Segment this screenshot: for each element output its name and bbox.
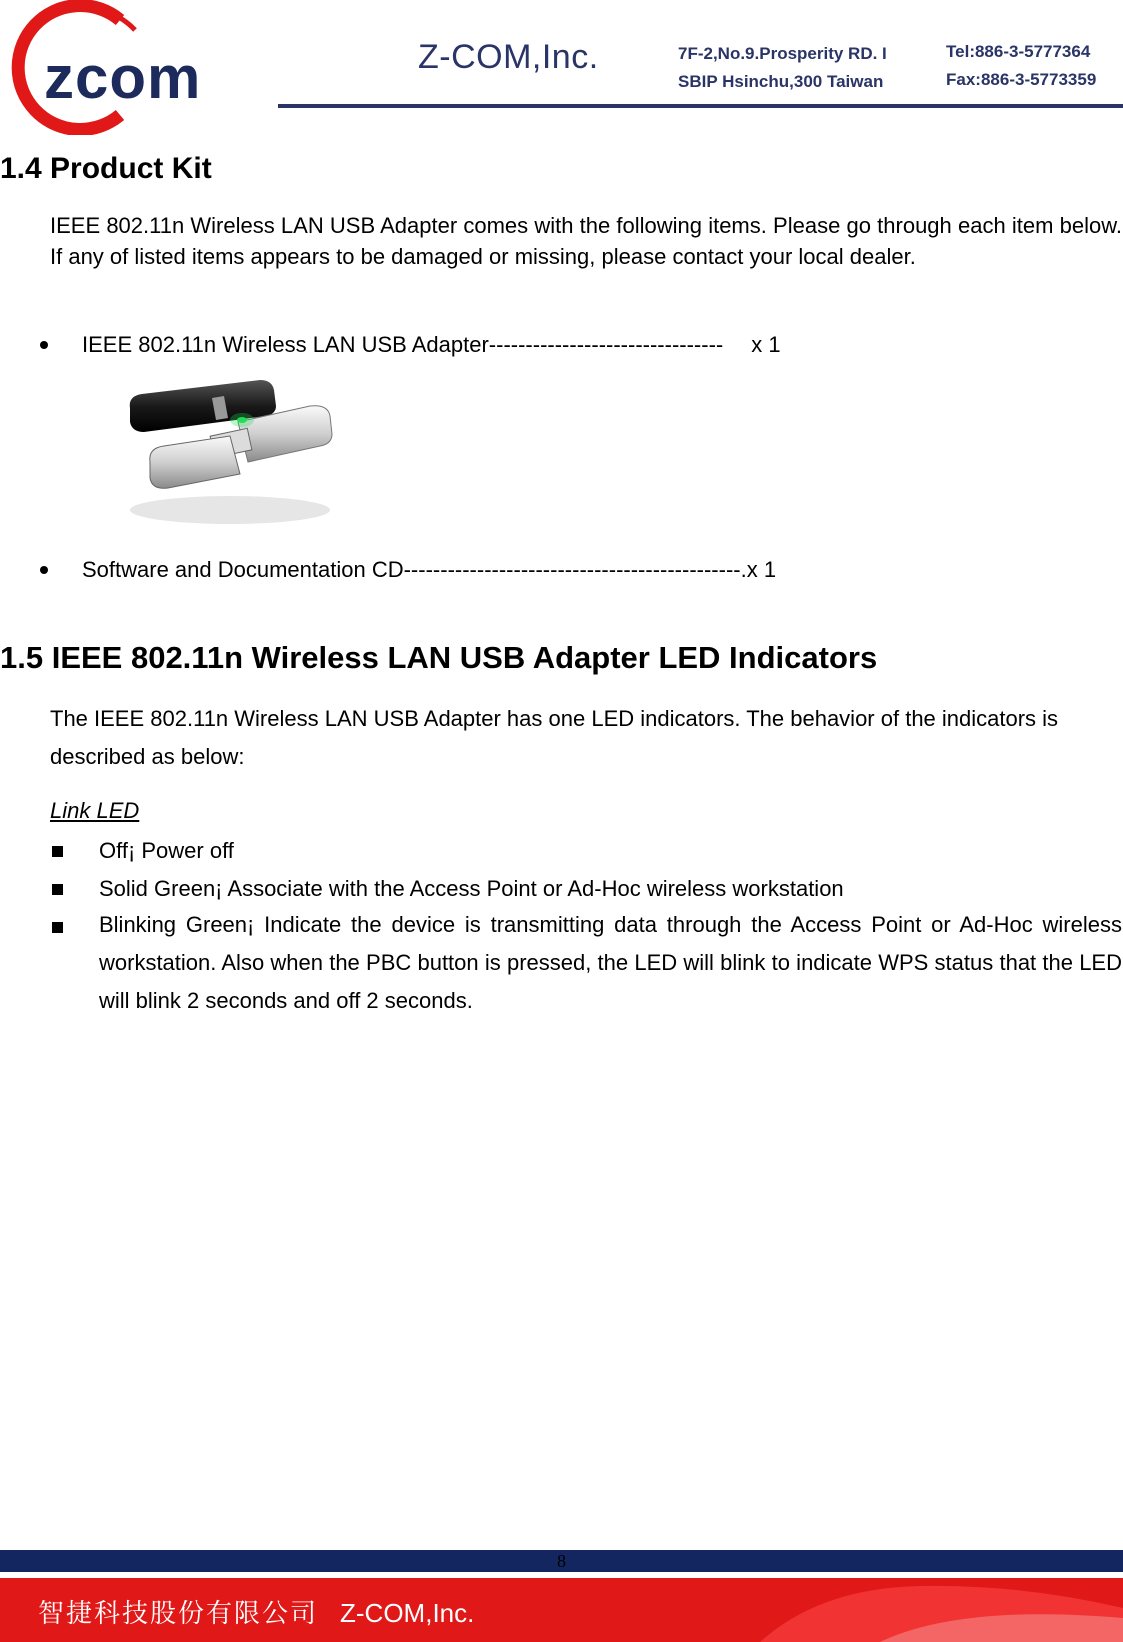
footer-company (38, 1593, 474, 1630)
company-contact (946, 38, 1096, 94)
product-kit-intro: IEEE 802.11n Wireless LAN USB Adapter comes with the following items. Please go through each item below. If any of listed items appears to be damaged or missing, please contact your local dealer. (50, 213, 1122, 269)
address-line-2: SBIP Hsinchu,300 Taiwan (678, 72, 884, 91)
kit-item-label: Software and Documentation CD----------------------------------------------.x 1 (82, 557, 777, 582)
link-led-subheading: Link LED (50, 798, 140, 823)
kit-item-label: IEEE 802.11n Wireless LAN USB Adapter-------------------------------- (82, 332, 724, 357)
bullet-icon (40, 341, 48, 349)
square-bullet-icon (52, 922, 63, 933)
usb-adapter-image (120, 370, 350, 540)
led-state-off (52, 838, 234, 864)
kit-item-cd (40, 557, 776, 583)
led-state-text: Blinking Green¡ Indicate the device is transmitting data through the Access Point or Ad-Hoc wireless workstation. Also when the PBC button is pressed, the LED will blink to indicate WPS status that the LED will blink 2 seconds and off 2 seconds. (99, 912, 1122, 1013)
led-state-text: Solid Green¡ Associate with the Access Point or Ad-Hoc wireless workstation (99, 876, 844, 901)
section-heading-led-indicators: 1.5 IEEE 802.11n Wireless LAN USB Adapter LED Indicators (0, 640, 878, 675)
square-bullet-icon (52, 884, 63, 895)
fax-value: :886-3-5773359 (975, 70, 1097, 89)
led-state-solid-green (52, 876, 844, 902)
tel-value: :886-3-5777364 (969, 42, 1091, 61)
section-heading-product-kit: 1.4 Product Kit (0, 152, 212, 185)
header-divider (278, 104, 1123, 108)
page-header (0, 0, 1123, 120)
company-name: Z-COM,Inc. (418, 38, 599, 76)
tel-label: Tel (946, 42, 970, 61)
zcom-logo (0, 0, 280, 135)
fax-label: Fax (946, 70, 976, 89)
led-intro: The IEEE 802.11n Wireless LAN USB Adapter has one LED indicators. The behavior of the indicators is described as below: (50, 706, 1059, 769)
page-number: 8 (557, 1551, 566, 1571)
led-state-blinking-green (52, 914, 1122, 1020)
address-line-1: 7F-2,No.9.Prosperity RD. I (678, 44, 887, 63)
fax-line (946, 66, 1096, 94)
company-address (678, 40, 887, 96)
square-bullet-icon (52, 846, 63, 857)
footer-company-en: Z-COM,Inc. (340, 1598, 475, 1628)
bullet-icon (40, 566, 48, 574)
svg-text:zcom: zcom (44, 44, 202, 111)
led-state-text: Off¡ Power off (99, 838, 234, 863)
kit-item-qty: x 1 (751, 332, 781, 357)
tel-line (946, 38, 1096, 66)
footer-company-cn: 智捷科技股份有限公司 (38, 1598, 319, 1628)
kit-item-adapter (40, 332, 781, 358)
